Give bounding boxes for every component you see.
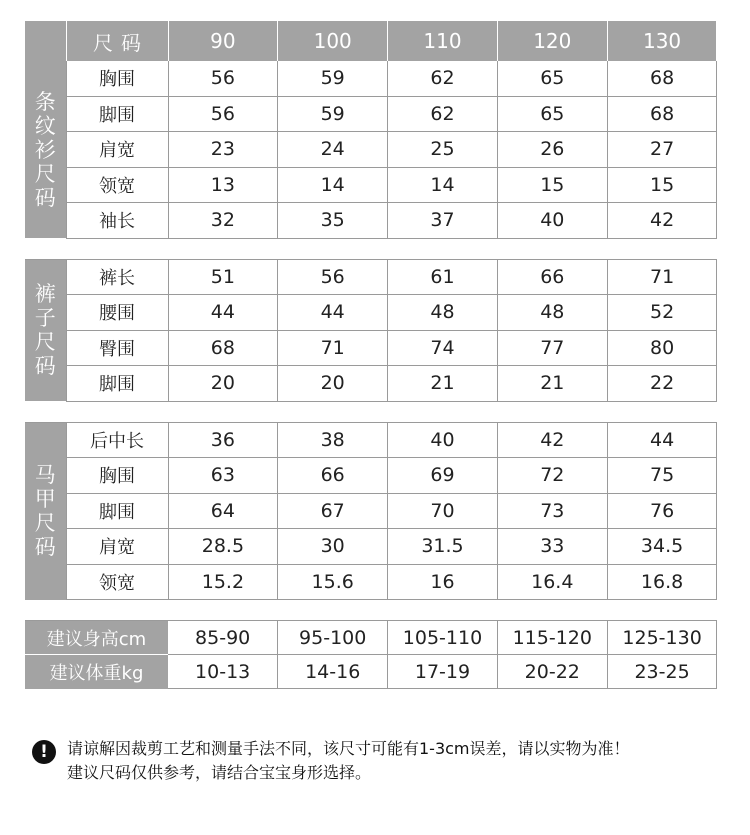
cell-value: 25 — [388, 132, 498, 168]
cell-value: 16 — [388, 564, 498, 600]
cell-value: 69 — [388, 458, 498, 494]
row-label: 肩宽 — [66, 132, 168, 168]
section-gap — [25, 238, 717, 259]
cell-value: 44 — [278, 295, 388, 331]
exclamation-circle-icon: ! — [32, 740, 56, 764]
section-gap — [25, 600, 717, 621]
table-row — [25, 167, 717, 203]
cell-value: 48 — [388, 295, 498, 331]
row-label: 肩宽 — [66, 529, 168, 565]
cell-value: 67 — [278, 493, 388, 529]
cell-value: 48 — [497, 295, 607, 331]
table-row — [25, 96, 717, 132]
cell-value: 68 — [607, 96, 717, 132]
table-row — [25, 259, 717, 295]
cell-value: 56 — [168, 61, 278, 96]
table-row — [25, 132, 717, 168]
cell-value: 125-130 — [607, 621, 717, 655]
cell-value: 66 — [497, 259, 607, 295]
cell-value: 14 — [388, 167, 498, 203]
table-row — [25, 295, 717, 331]
cell-value: 71 — [278, 330, 388, 366]
cell-value: 15.2 — [168, 564, 278, 600]
recommend-row-weight — [25, 655, 717, 689]
cell-value: 23 — [168, 132, 278, 168]
cell-value: 59 — [278, 61, 388, 96]
cell-value: 14 — [278, 167, 388, 203]
cell-value: 77 — [497, 330, 607, 366]
table-row — [25, 61, 717, 96]
cell-value: 42 — [497, 422, 607, 458]
table-row — [25, 458, 717, 494]
cell-value: 61 — [388, 259, 498, 295]
cell-value: 24 — [278, 132, 388, 168]
cell-value: 20 — [278, 366, 388, 402]
row-label: 袖长 — [66, 203, 168, 239]
cell-value: 26 — [497, 132, 607, 168]
cell-value: 15 — [607, 167, 717, 203]
size-header: 100 — [278, 21, 388, 61]
section-title-pants: 裤 子 尺 码 — [25, 259, 66, 401]
table-row — [25, 564, 717, 600]
header-corner — [25, 21, 66, 61]
cell-value: 21 — [497, 366, 607, 402]
cell-value: 68 — [607, 61, 717, 96]
cell-value: 95-100 — [278, 621, 388, 655]
cell-value: 42 — [607, 203, 717, 239]
row-label: 领宽 — [66, 167, 168, 203]
cell-value: 65 — [497, 61, 607, 96]
size-header: 90 — [168, 21, 278, 61]
cell-value: 22 — [607, 366, 717, 402]
cell-value: 59 — [278, 96, 388, 132]
cell-value: 75 — [607, 458, 717, 494]
recommend-label: 建议体重kg — [25, 655, 168, 689]
cell-value: 16.4 — [497, 564, 607, 600]
cell-value: 56 — [168, 96, 278, 132]
cell-value: 13 — [168, 167, 278, 203]
section-title-shirt: 条 纹 衫 尺 码 — [25, 61, 66, 238]
row-label: 脚围 — [66, 366, 168, 402]
size-table — [25, 21, 717, 689]
cell-value: 74 — [388, 330, 498, 366]
row-label: 脚围 — [66, 493, 168, 529]
cell-value: 105-110 — [388, 621, 498, 655]
cell-value: 31.5 — [388, 529, 498, 565]
row-label: 裤长 — [66, 259, 168, 295]
cell-value: 40 — [388, 422, 498, 458]
cell-value: 115-120 — [497, 621, 607, 655]
cell-value: 66 — [278, 458, 388, 494]
cell-value: 73 — [497, 493, 607, 529]
cell-value: 27 — [607, 132, 717, 168]
cell-value: 36 — [168, 422, 278, 458]
table-row — [25, 203, 717, 239]
size-label: 尺码 — [66, 21, 168, 61]
row-label: 脚围 — [66, 96, 168, 132]
cell-value: 44 — [168, 295, 278, 331]
cell-value: 52 — [607, 295, 717, 331]
row-label: 后中长 — [66, 422, 168, 458]
cell-value: 10-13 — [168, 655, 278, 689]
table-row — [25, 529, 717, 565]
cell-value: 38 — [278, 422, 388, 458]
cell-value: 80 — [607, 330, 717, 366]
cell-value: 63 — [168, 458, 278, 494]
cell-value: 70 — [388, 493, 498, 529]
size-header: 130 — [607, 21, 717, 61]
size-chart — [25, 21, 717, 689]
cell-value: 37 — [388, 203, 498, 239]
cell-value: 65 — [497, 96, 607, 132]
cell-value: 62 — [388, 96, 498, 132]
cell-value: 64 — [168, 493, 278, 529]
cell-value: 15.6 — [278, 564, 388, 600]
cell-value: 28.5 — [168, 529, 278, 565]
header-row — [25, 21, 717, 61]
table-row — [25, 330, 717, 366]
cell-value: 68 — [168, 330, 278, 366]
cell-value: 56 — [278, 259, 388, 295]
cell-value: 44 — [607, 422, 717, 458]
cell-value: 33 — [497, 529, 607, 565]
cell-value: 20-22 — [497, 655, 607, 689]
row-label: 胸围 — [66, 458, 168, 494]
row-label: 胸围 — [66, 61, 168, 96]
cell-value: 23-25 — [607, 655, 717, 689]
cell-value: 16.8 — [607, 564, 717, 600]
recommend-label: 建议身高cm — [25, 621, 168, 655]
row-label: 领宽 — [66, 564, 168, 600]
cell-value: 85-90 — [168, 621, 278, 655]
recommend-row-height — [25, 621, 717, 655]
cell-value: 30 — [278, 529, 388, 565]
size-header: 120 — [497, 21, 607, 61]
cell-value: 34.5 — [607, 529, 717, 565]
row-label: 臀围 — [66, 330, 168, 366]
size-header: 110 — [388, 21, 498, 61]
cell-value: 35 — [278, 203, 388, 239]
cell-value: 72 — [497, 458, 607, 494]
note-line-2: 建议尺码仅供参考，请结合宝宝身形选择。 — [67, 763, 372, 782]
table-row — [25, 422, 717, 458]
cell-value: 17-19 — [388, 655, 498, 689]
section-gap — [25, 401, 717, 422]
cell-value: 32 — [168, 203, 278, 239]
note-line-1: 请谅解因裁剪工艺和测量手法不同，该尺寸可能有1-3cm误差，请以实物为准！ — [67, 739, 630, 758]
table-row — [25, 366, 717, 402]
table-row — [25, 493, 717, 529]
cell-value: 76 — [607, 493, 717, 529]
cell-value: 15 — [497, 167, 607, 203]
cell-value: 21 — [388, 366, 498, 402]
cell-value: 40 — [497, 203, 607, 239]
cell-value: 62 — [388, 61, 498, 96]
cell-value: 20 — [168, 366, 278, 402]
section-title-vest: 马 甲 尺 码 — [25, 422, 66, 600]
cell-value: 14-16 — [278, 655, 388, 689]
cell-value: 71 — [607, 259, 717, 295]
cell-value: 51 — [168, 259, 278, 295]
row-label: 腰围 — [66, 295, 168, 331]
